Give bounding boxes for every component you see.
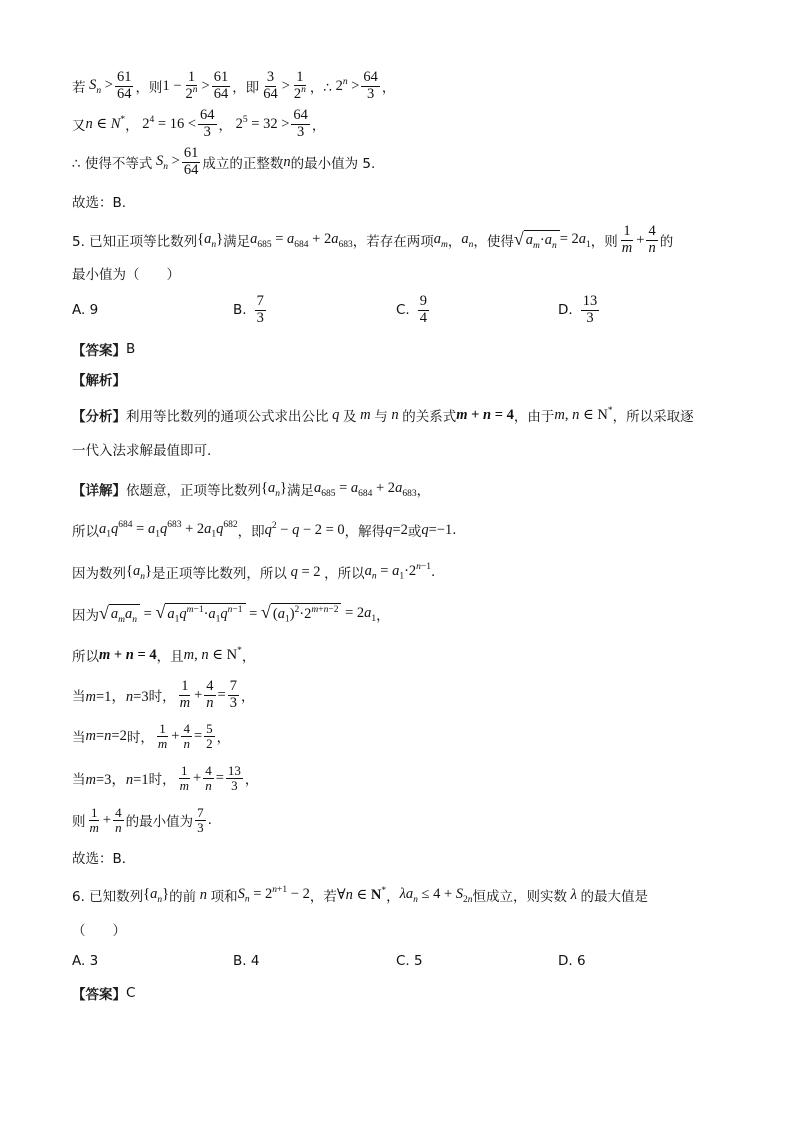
question-6-stem-cont: （ ）: [72, 923, 126, 939]
line-integer-check: 又 n ∈ N* ， $2^4 = 16$ < $\frac{64}{3}$ ， $2^5 = 32$ > $\frac{64}{3}$ ，: [72, 107, 326, 140]
q5-option-b[interactable]: B. $\frac{7}{3}$: [233, 293, 264, 326]
q5-detail-3: 因为数列 $\{a_n\}$ 是正项等比数列，所以 q = 2 ，所以 $a_n = a_1\cdot 2^{n-1}$ .: [72, 562, 436, 582]
q5-option-a[interactable]: A. 9: [72, 302, 99, 318]
line-condition: 若 $S_n$ > $\frac{61}{64}$ ，则 1 − $\frac{1}{2^n}$ > $\frac{61}{64}$ ，即 $\frac{3}{64}$ > $\frac{1}{2^n}$ ，∴ $2^n$ > $\frac{64}{3}$ ，: [72, 68, 396, 102]
q5-choose: 故选：B．: [72, 851, 136, 867]
q5-case-2: 当 m=n=2 时， $\frac{1}{m}$ + $\frac{4}{n}$ = $\frac{5}{2}$ ，: [72, 720, 231, 751]
line-conclusion: ∴ 使得不等式 $S_n$ > $\frac{61}{64}$ 成立的正整数 n 的最小值为 5.: [72, 145, 376, 178]
question-5-stem-cont: 最小值为（ ）: [72, 267, 180, 283]
q5-case-3: 当 m=3，n=1 时， $\frac{1}{m}$ + $\frac{4}{n}$ = $\frac{13}{3}$ ，: [72, 762, 259, 793]
q6-option-b[interactable]: B. 4: [233, 953, 260, 969]
q5-fenxi-cont: 一代入法求解最值即可.: [72, 443, 212, 459]
q5-case-1: 当 m=1，n=3 时， $\frac{1}{m}$ + $\frac{4}{n}$ = $\frac{7}{3}$ ，: [72, 678, 255, 711]
q5-detail-5: 所以 m + n = 4 ，且 m, n ∈ N* ，: [72, 646, 256, 665]
q6-option-c[interactable]: C. 5: [396, 953, 423, 969]
q5-option-d[interactable]: D. $\frac{13}{3}$: [558, 293, 598, 326]
q5-case-min: 则 $\frac{1}{m}$ + $\frac{4}{n}$ 的最小值为 $\frac{7}{3}$ .: [72, 804, 212, 835]
question-5-stem: 5. 已知正项等比数列 $\{a_n\}$ 满足 $a_{685} = a_{684} + 2a_{683}$ ，若存在两项 $a_m$ ， $a_n$ ，使得 √ $a_m\cdot a_n$ = $2a_1$ ，则 $\frac{1}{m}$ + $\frac{4}{n}$ 的: [72, 223, 674, 256]
q6-answer: 【答案】 C: [72, 985, 136, 1003]
q5-detail-4: 因为 √ $a_ma_n$ = √ $a_1q^{m-1}\cdot a_1q^{n-1}$ = √ $(a_1)^2\cdot 2^{m+n-2}$ = $2a_1$ ，: [72, 602, 390, 625]
math-sn-gt: $S_n$ >: [89, 76, 113, 96]
question-6-stem: 6. 已知数列 $\{a_n\}$ 的前 n 项和 $S_n = 2^{n+1} - 2$ ，若 ∀n ∈ N* ， $\lambda a_n \le 4 + S_{2n}$ 恒成立，则实数 λ 的最大值是: [72, 885, 649, 905]
q5-answer: 【答案】 B: [72, 341, 136, 359]
q6-option-a[interactable]: A. 3: [72, 953, 99, 969]
q5-detail-2: 所以 $a_1q^{684} = a_1q^{683} + 2a_1q^{682}$ ，即 $q^2 - q - 2 = 0$ ，解得 q=2 或 q=−1 .: [72, 520, 457, 540]
q5-option-c[interactable]: C. $\frac{9}{4}$: [396, 293, 427, 326]
line-choose-b: 故选：B.: [72, 195, 127, 211]
q5-detail-1: 【详解】 依题意，正项等比数列 $\{a_n\}$ 满足 $a_{685} = a_{684} + 2a_{683}$ ，: [72, 479, 431, 499]
q5-analysis-tag: 【解析】: [72, 373, 126, 389]
q6-option-d[interactable]: D. 6: [558, 953, 586, 969]
q5-fenxi: 【分析】 利用等比数列的通项公式求出公比 q 及 m 与 n 的关系式 m + n = 4 ，由于 m, n ∈ N* ，所以采取逐: [72, 406, 694, 425]
